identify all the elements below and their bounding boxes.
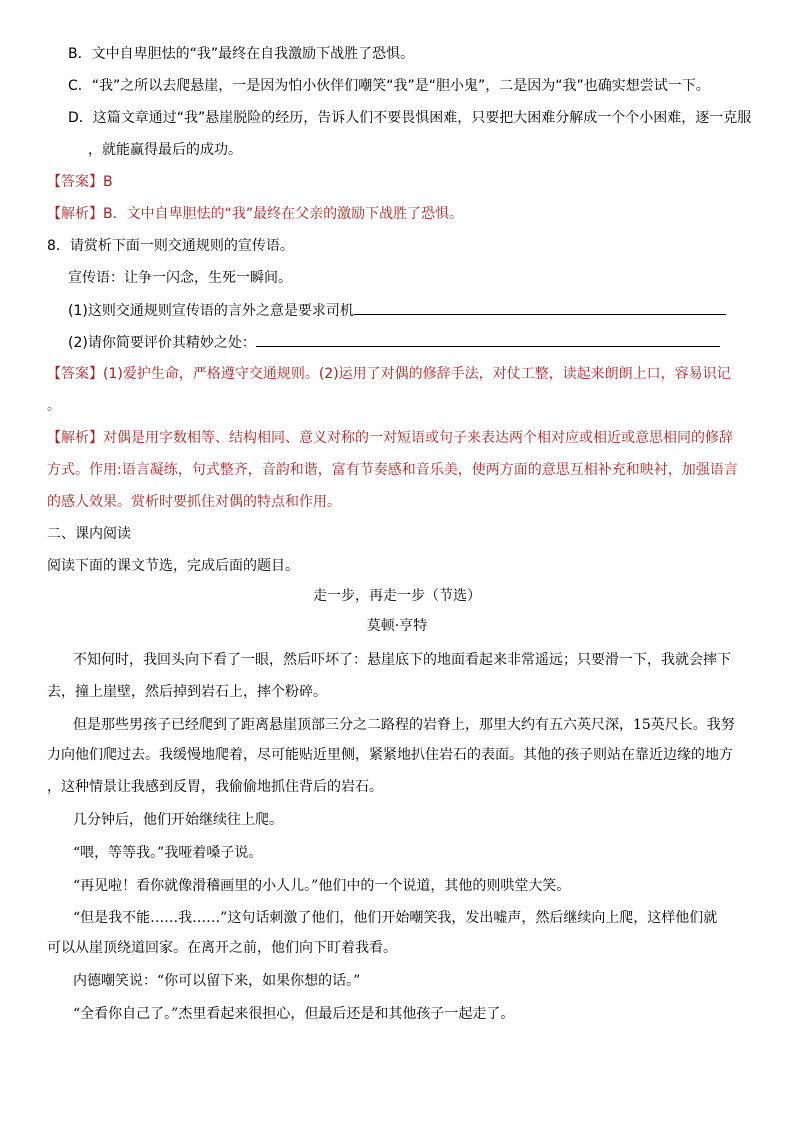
q8-sub2-row [68,332,720,353]
q8-analysis-line3: 的感人效果。赏析时要抓住对偶的特点和作用。 [47,494,341,510]
passage-p5: “再见啦！看你就像滑稽画里的小人儿。”他们中的一个说道，其他的则哄堂大笑。 [73,878,571,894]
q8-sub1-row [68,300,726,321]
q8-question: 8．请赏析下面一则交通规则的宣传语。 [47,238,294,254]
q8-sub1-text: (1)这则交通规则宣传语的言外之意是要求司机 [68,303,354,319]
passage-p2-line2: 力向他们爬过去。我缓慢地爬着，尽可能贴近里侧，紧紧地扒住岩石的表面。其他的孩子则站在靠近边缘的地方 [47,747,733,763]
q8-sub2-answer-blank[interactable] [256,332,720,347]
passage-p4: “喂，等等我。”我哑着嗓子说。 [73,845,263,861]
passage-title: 走一步，再走一步（节选） [313,588,481,604]
q8-analysis-line1: 【解析】对偶是用字数相等、结构相同、意义对称的一对短语或句子来表达两个相对应或相近或意思相同的修辞 [47,430,733,446]
q8-sub2-text: (2)请你简要评价其精妙之处： [68,335,256,351]
passage-p8: “全看你自己了。”杰里看起来很担心，但最后还是和其他孩子一起走了。 [73,1006,515,1022]
q7-answer: 【答案】B [47,174,113,190]
q7-analysis: 【解析】B．文中自卑胆怯的“我”最终在父亲的激励下战胜了恐惧。 [47,206,464,222]
q8-answer-line2: 。 [47,398,61,414]
passage-p2-line1: 但是那些男孩子已经爬到了距离悬崖顶部三分之二路程的岩脊上，那里大约有五六英尺深，15英尺长。我努 [73,717,735,733]
passage-author: 莫顿·亨特 [366,618,428,634]
passage-p6-line1: “但是我不能……我……”这句话刺激了他们，他们开始嘲笑我，发出嘘声，然后继续向上爬，这样他们就 [73,910,718,926]
q8-answer-line1: 【答案】(1)爱护生命，严格遵守交通规则。(2)运用了对偶的修辞手法，对仗工整，读起来朗朗上口，容易识记 [47,366,731,382]
passage-p7: 内德嘲笑说：“你可以留下来，如果你想的话。” [73,973,361,989]
passage-p2-line3: ，这种情景让我感到反胃，我偷偷地抓住背后的岩石。 [47,779,383,795]
option-b: B．文中自卑胆怯的“我”最终在自我激励下战胜了恐惧。 [68,46,415,62]
passage-p3: 几分钟后，他们开始继续往上爬。 [73,812,283,828]
q8-analysis-line2: 方式。作用:语言凝练，句式整齐，音韵和谐，富有节奏感和音乐美，使两方面的意思互相补充和映衬，加强语言 [47,462,738,478]
passage-p1-line1: 不知何时，我回头向下看了一眼，然后吓坏了：悬崖底下的地面看起来非常遥远；只要滑一下，我就会摔下 [73,652,731,668]
reading-instruction: 阅读下面的课文节选，完成后面的题目。 [47,558,299,574]
q8-slogan: 宣传语：让争一闪念，生死一瞬间。 [68,270,292,286]
section-heading: 二、课内阅读 [47,526,131,542]
passage-p1-line2: 去，撞上崖壁，然后掉到岩石上，摔个粉碎。 [47,684,327,700]
option-d-line2: ，就能赢得最后的成功。 [88,142,242,158]
option-c: C．“我”之所以去爬悬崖，一是因为怕小伙伴们嘲笑“我”是“胆小鬼”，二是因为“我”也确实想尝试一下。 [68,78,710,94]
passage-p6-line2: 可以从崖顶绕道回家。在离开之前，他们向下盯着我看。 [47,940,397,956]
q8-sub1-answer-blank[interactable] [354,300,726,315]
option-d-line1: D．这篇文章通过“我”悬崖脱险的经历，告诉人们不要畏惧困难，只要把大困难分解成一个个小困难，逐一克服 [68,110,752,126]
